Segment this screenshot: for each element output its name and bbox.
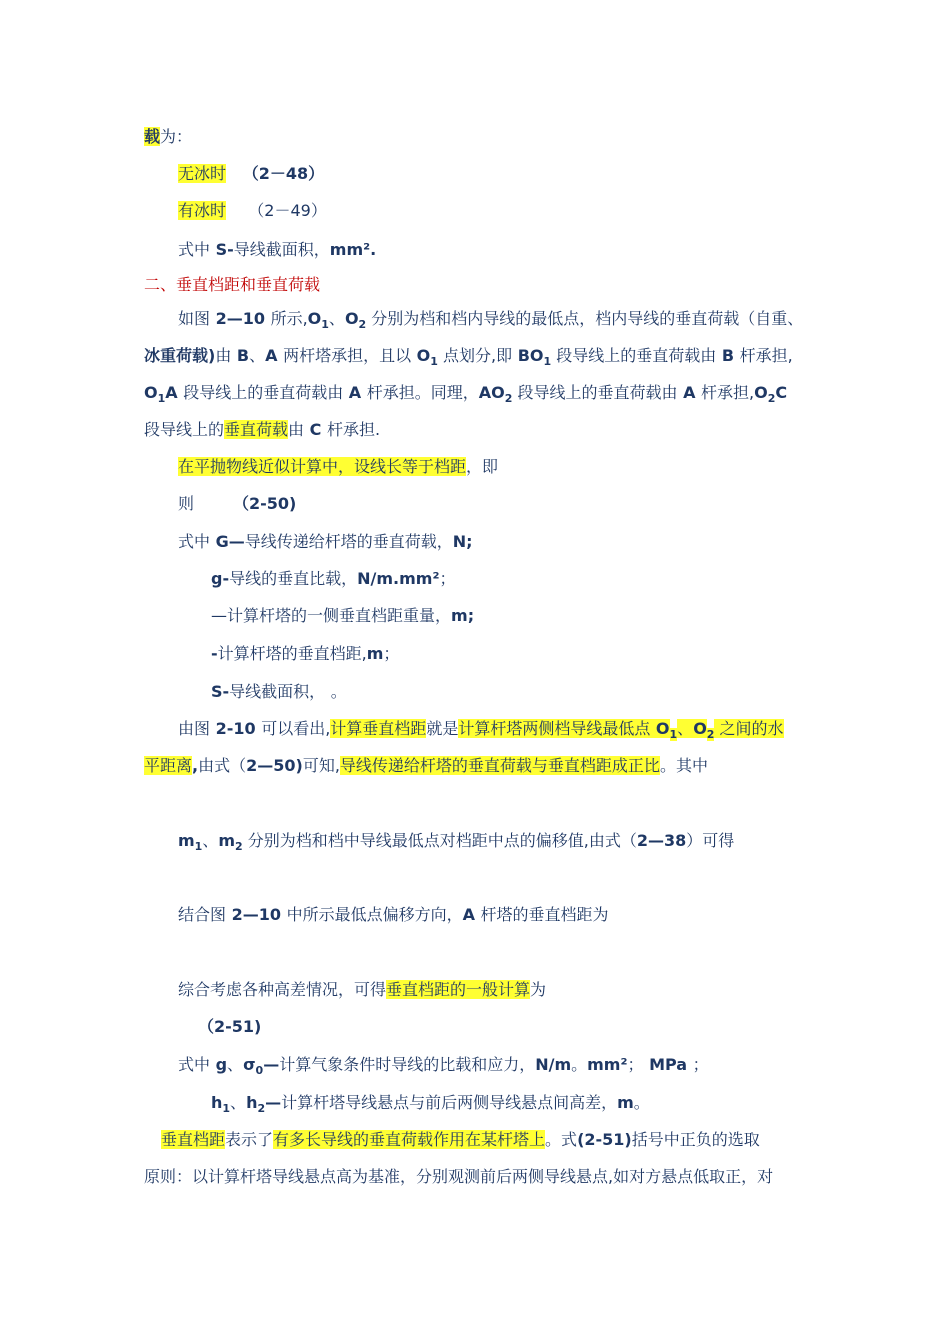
formula-line: 则 （2-50) — [178, 494, 297, 513]
formula-line — [198, 1016, 261, 1038]
text-line: 结合图 2—10 中所示最低点偏移方向，A 杆塔的垂直档距为 — [178, 905, 609, 924]
text-line: -计算杆塔的垂直档距,m； — [211, 644, 400, 663]
equation-number: （2-51) — [198, 1017, 262, 1036]
text-line: g-导线的垂直比载，N/m.mm²； — [211, 569, 456, 588]
text-line: 冰重荷载)由 B、A 两杆塔承担，且以 $O_1$ 点划分,即 $BO_1$ 段导线上的垂直荷载由 B 杆承担, — [144, 346, 793, 369]
text-line: 垂直档距表示了有多长导线的垂直荷载作用在某杆塔上。式(2-51)括号中正负的选取 — [161, 1130, 760, 1149]
text-line: —计算杆塔的一侧垂直档距重量，m; — [211, 606, 475, 625]
equation-number: （2-50) — [233, 494, 297, 513]
text-line: 式中 G—导线传递给杆塔的垂直荷载，N; — [178, 532, 473, 551]
text-line: 式中 S-导线截面积，mm². — [178, 240, 377, 259]
text-line: S-导线截面积， 。 — [211, 682, 347, 701]
text-line: 综合考虑各种高差情况，可得垂直档距的一般计算为 — [178, 980, 547, 999]
section-heading: 二、垂直档距和垂直荷载 — [144, 275, 321, 294]
text-line: $m_1$、$m_2$ 分别为档和档中导线最低点对档距中点的偏移值,由式（2—38）可得 — [178, 831, 735, 854]
text-line: 如图 2—10 所示$,O_1$、$O_2$ 分别为档和档内导线的最低点，档内导线的垂直荷载（自重、 — [178, 309, 804, 332]
formula-label-with-ice: 有冰时 （2－49） — [178, 201, 327, 220]
text-line: $O_1A$ 段导线上的垂直荷载由 A 杆承担。同理，$AO_2$ 段导线上的垂直荷载由 A 杆承担$,O_2C$ — [144, 383, 788, 406]
text-line: 式中 g、$\sigma_0—$计算气象条件时导线的比载和应力，N/m。mm²； MPa ； — [178, 1055, 709, 1078]
text-line: 载为： — [144, 127, 193, 146]
text-line: 原则：以计算杆塔导线悬点高为基准，分别观测前后两侧导线悬点,如对方悬点低取正，对 — [144, 1167, 774, 1186]
equation-number: （2－48） — [242, 164, 325, 183]
text-line: 在平抛物线近似计算中，设线长等于档距，即 — [178, 457, 499, 476]
text-line: 段导线上的垂直荷载由 C 杆承担. — [144, 420, 381, 439]
formula-label-no-ice: 无冰时 （2－48） — [178, 164, 325, 183]
equation-number: （2－49） — [248, 201, 327, 220]
text-line: $h_1$、$h_2—$计算杆塔导线悬点与前后两侧导线悬点间高差，m。 — [211, 1093, 650, 1116]
text-line: 由图 2-10 可以看出,计算垂直档距就是计算杆塔两侧档导线最低点 $O_1$、$O_2$ 之间的水 — [178, 719, 784, 742]
text-line: 平距离,由式（2—50)可知,导线传递给杆塔的垂直荷载与垂直档距成正比。其中 — [144, 756, 708, 775]
